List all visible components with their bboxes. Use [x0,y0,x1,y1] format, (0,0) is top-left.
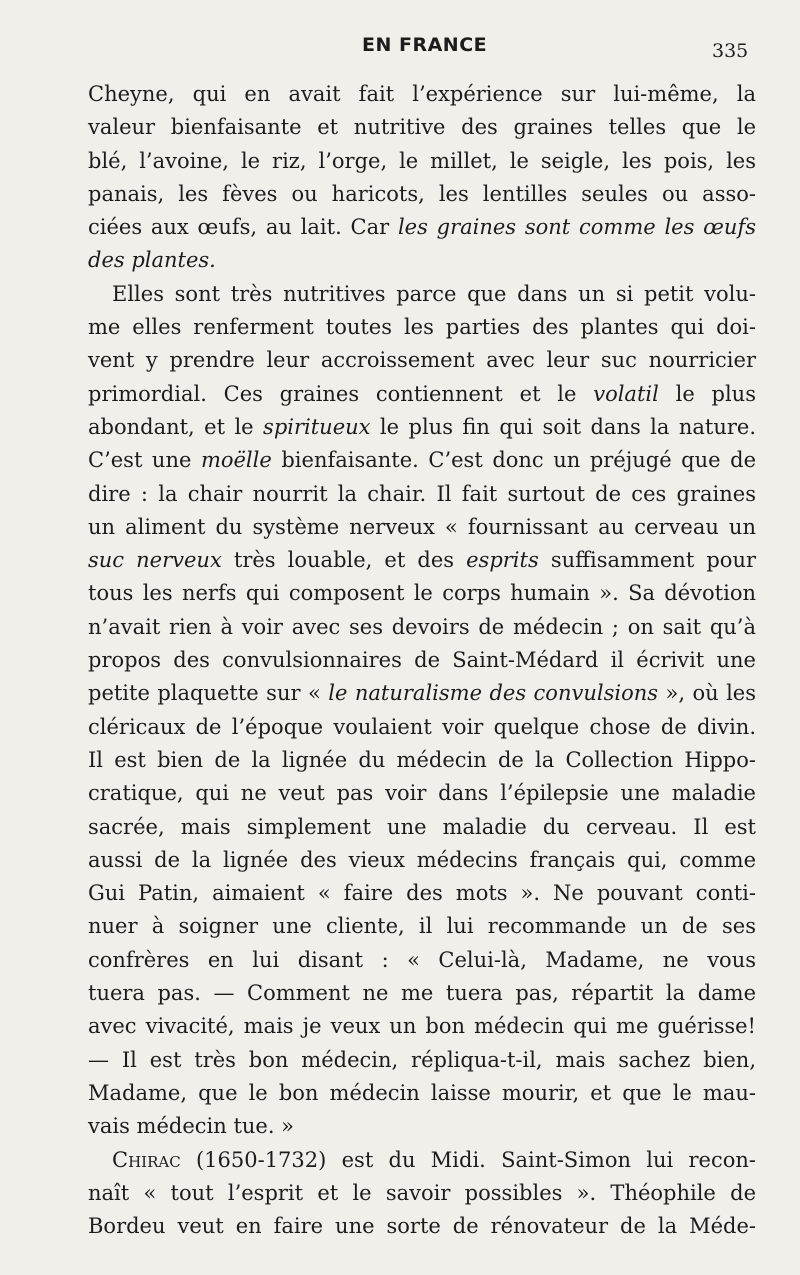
italic-text: des plantes. [88,248,216,273]
text-segment: panais, les fèves ou haricots, les lentilles seules ou asso- [88,181,756,206]
text-segment: », où les [658,681,756,706]
text-segment: sacrée, mais simplement une maladie du cerveau. Il est [88,814,756,839]
italic-text: suc nerveux [88,548,222,573]
text-line [88,311,756,344]
text-segment: le plus [658,381,756,406]
text-segment: blé, l’avoine, le riz, l’orge, le millet, le seigle, les pois, les [88,148,756,173]
text-line [88,1077,756,1110]
text-line [88,844,756,877]
text-segment: dire : la chair nourrit la chair. Il fait surtout de ces graines [88,481,756,506]
text-line [88,1010,756,1043]
text-segment: primordial. Ces graines contiennent et le [88,381,594,406]
text-segment: Bordeu veut en faire une sorte de rénovateur de la Méde- [88,1214,756,1239]
text-line [88,977,756,1010]
text-segment: vent y prendre leur accroissement avec leur suc nourricier [88,348,756,373]
text-line [88,644,756,677]
text-line [88,777,756,810]
text-segment: suffisamment pour [538,548,757,573]
text-line [88,1044,756,1077]
text-segment: bienfaisante. C’est donc un préjugé que de [271,448,756,473]
text-line [88,145,756,178]
text-line [88,1144,756,1177]
text-line [88,78,756,111]
text-segment: confrères en lui disant : « Celui-là, Madame, ne vous [88,947,756,972]
text-segment: Gui Patin, aimaient « faire des mots ». Ne pouvant conti- [88,881,756,906]
text-segment: (1650-1732) est du Midi. Saint-Simon lui recon- [180,1147,756,1172]
italic-text: volatil [593,381,659,406]
text-line [88,877,756,910]
text-segment: n’avait rien à voir avec ses devoirs de médecin ; on sait qu’à [88,614,756,639]
text-line [88,910,756,943]
text-segment: très louable, et des [221,548,467,573]
text-segment: ciées aux œufs, au lait. Car [88,215,398,240]
text-line [88,944,756,977]
text-segment: tuera pas. — Comment ne me tuera pas, répartit la dame [88,981,756,1006]
text-segment: valeur bienfaisante et nutritive des graines telles que le [88,115,756,140]
body-text [88,78,756,1243]
text-line [88,811,756,844]
text-segment: propos des convulsionnaires de Saint-Médard il écrivit une [88,648,756,673]
text-line [88,244,756,277]
text-line [88,411,756,444]
running-head [0,34,800,64]
text-line [88,278,756,311]
text-segment: un aliment du système nerveux « fournissant au cerveau un [88,514,756,539]
text-line [88,378,756,411]
text-segment: nuer à soigner une cliente, il lui recommande un de ses [88,914,756,939]
text-segment: Cheyne, qui en avait fait l’expérience sur lui-même, la [88,82,756,106]
text-line [88,611,756,644]
text-segment: cratique, qui ne veut pas voir dans l’épilepsie une maladie [88,781,756,806]
small-caps-name: Chirac [112,1147,181,1172]
text-segment: le plus fin qui soit dans la nature. [370,414,756,439]
text-segment: vais médecin tue. » [88,1114,295,1139]
running-title: EN FRANCE [362,34,488,56]
text-line [88,1210,756,1243]
text-line [88,511,756,544]
text-line [88,344,756,377]
text-line [88,577,756,610]
text-line [88,1110,756,1143]
text-line [88,111,756,144]
text-segment: Il est bien de la lignée du médecin de la Collection Hippo- [88,747,756,772]
italic-text: moëlle [200,448,272,473]
text-line [88,677,756,710]
text-segment: — Il est très bon médecin, répliqua-t-il, mais sachez bien, [88,1047,756,1072]
text-segment: Elles sont très nutritives parce que dans un si petit volu- [112,281,756,306]
text-segment: avec vivacité, mais je veux un bon médecin qui me guérisse! [88,1014,756,1039]
text-line [88,444,756,477]
italic-text: spiritueux [263,414,371,439]
text-segment: petite plaquette sur « [88,681,329,706]
text-line [88,544,756,577]
text-line [88,478,756,511]
text-segment: abondant, et le [88,414,264,439]
text-segment: cléricaux de l’époque voulaient voir quelque chose de divin. [88,714,756,739]
text-segment: C’est une [88,448,201,473]
text-segment: me elles renferment toutes les parties des plantes qui doi- [88,315,756,340]
text-segment: Madame, que le bon médecin laisse mourir, et que le mau- [88,1080,756,1105]
text-segment: tous les nerfs qui composent le corps humain ». Sa dévotion [88,581,756,606]
text-line [88,744,756,777]
italic-text: les graines sont comme les œufs [397,215,757,240]
text-line [88,711,756,744]
italic-text: esprits [466,548,539,573]
text-line [88,178,756,211]
text-line [88,211,756,244]
text-segment: aussi de la lignée des vieux médecins français qui, comme [88,847,756,872]
page-number: 335 [712,40,749,62]
text-segment: naît « tout l’esprit et le savoir possibles ». Théophile de [88,1180,756,1205]
text-line [88,1177,756,1210]
italic-text: le naturalisme des convulsions [328,681,659,706]
